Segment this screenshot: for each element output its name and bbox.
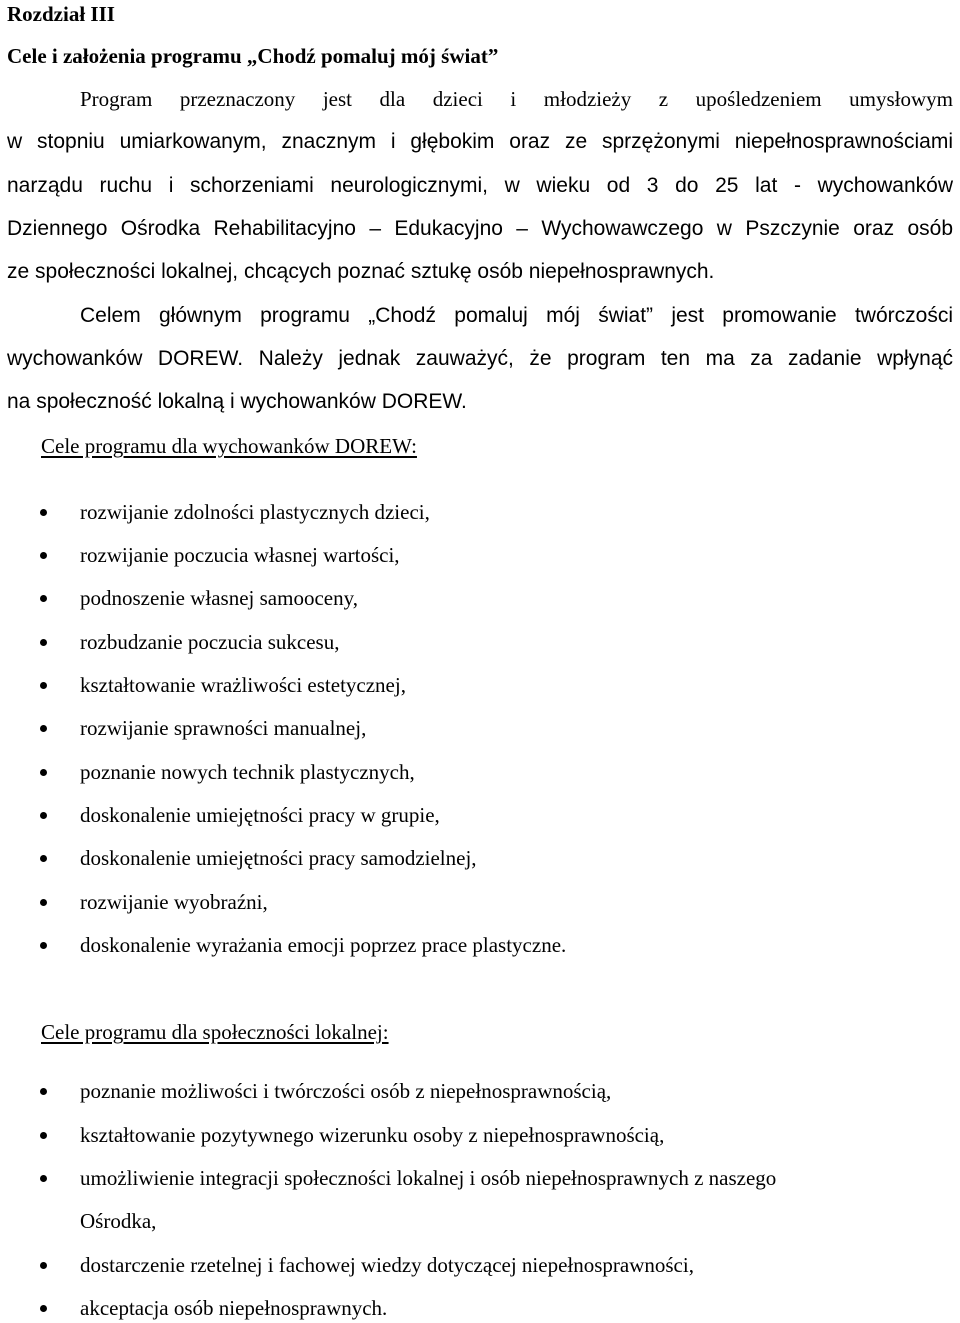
community-goals-heading: Cele programu dla społeczności lokalnej: [41, 1020, 389, 1044]
paragraph-line: narządu ruchu i schorzeniami neurologicznymi, w wieku od 3 do 25 lat - wychowanków [7, 174, 953, 197]
bullet-icon [40, 1305, 47, 1312]
bullet-icon [40, 899, 47, 906]
list-item: kształtowanie pozytywnego wizerunku osoby z niepełnosprawnością, [80, 1123, 665, 1147]
section-title: Cele i założenia programu „Chodź pomaluj mój świat” [7, 44, 499, 68]
bullet-icon [40, 1132, 47, 1139]
bullet-icon [40, 639, 47, 646]
wards-goals-heading: Cele programu dla wychowanków DOREW: [41, 434, 417, 458]
list-item: poznanie nowych technik plastycznych, [80, 760, 415, 784]
paragraph-line: Celem głównym programu „Chodź pomaluj mój świat” jest promowanie twórczości [80, 304, 953, 327]
bullet-icon [40, 552, 47, 559]
list-item: umożliwienie integracji społeczności lokalnej i osób niepełnosprawnych z naszego [80, 1166, 777, 1190]
paragraph-line: w stopniu umiarkowanym, znacznym i głębokim oraz ze sprzężonymi niepełnosprawnościami [7, 130, 953, 153]
list-item: kształtowanie wrażliwości estetycznej, [80, 673, 406, 697]
paragraph-line: wychowanków DOREW. Należy jednak zauważyć, że program ten ma za zadanie wpłynąć [7, 347, 953, 370]
list-item: podnoszenie własnej samooceny, [80, 586, 358, 610]
list-item: rozbudzanie poczucia sukcesu, [80, 630, 340, 654]
bullet-icon [40, 1262, 47, 1269]
list-item: dostarczenie rzetelnej i fachowej wiedzy dotyczącej niepełnosprawności, [80, 1253, 694, 1277]
chapter-label: Rozdział III [7, 2, 115, 26]
bullet-icon [40, 769, 47, 776]
bullet-icon [40, 855, 47, 862]
list-item: doskonalenie umiejętności pracy samodzielnej, [80, 846, 477, 870]
list-item: doskonalenie wyrażania emocji poprzez prace plastyczne. [80, 933, 567, 957]
list-item: poznanie możliwości i twórczości osób z niepełnosprawnością, [80, 1079, 612, 1103]
paragraph-line: ze społeczności lokalnej, chcących poznać sztukę osób niepełnosprawnych. [7, 260, 715, 283]
list-item: rozwijanie wyobraźni, [80, 890, 268, 914]
paragraph-line: Program przeznaczony jest dla dzieci i młodzieży z upośledzeniem umysłowym [80, 87, 953, 111]
list-item: rozwijanie poczucia własnej wartości, [80, 543, 400, 567]
bullet-icon [40, 682, 47, 689]
bullet-icon [40, 509, 47, 516]
bullet-icon [40, 812, 47, 819]
list-item: doskonalenie umiejętności pracy w grupie, [80, 803, 440, 827]
paragraph-line: Dziennego Ośrodka Rehabilitacyjno – Edukacyjno – Wychowawczego w Pszczynie oraz osób [7, 217, 953, 240]
bullet-icon [40, 1088, 47, 1095]
list-item: rozwijanie zdolności plastycznych dzieci, [80, 500, 430, 524]
paragraph-line: na społeczność lokalną i wychowanków DOREW. [7, 390, 467, 413]
list-item: rozwijanie sprawności manualnej, [80, 716, 367, 740]
bullet-icon [40, 725, 47, 732]
bullet-icon [40, 1175, 47, 1182]
list-item-continuation: Ośrodka, [80, 1209, 157, 1233]
bullet-icon [40, 942, 47, 949]
list-item: akceptacja osób niepełnosprawnych. [80, 1296, 388, 1320]
bullet-icon [40, 595, 47, 602]
